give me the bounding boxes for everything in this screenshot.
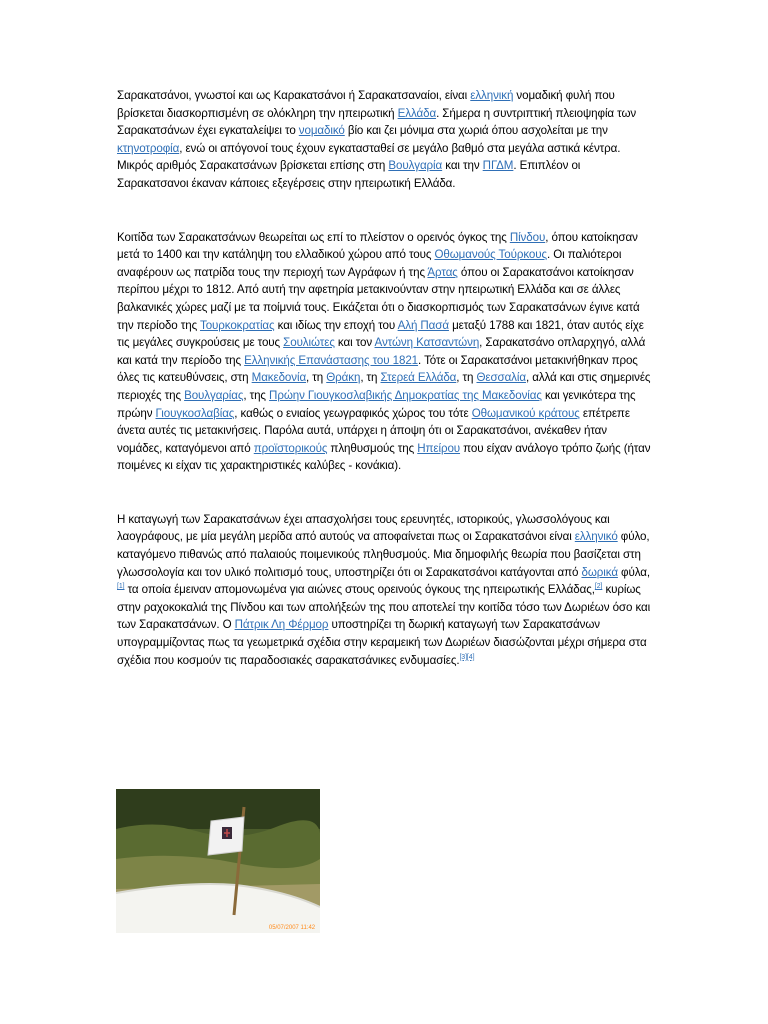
body-text: τα οποία έμειναν απομονωμένα για αιώνες στους ορεινούς όγκους της ηπειρωτικής Ελλάδας, — [124, 583, 595, 597]
wiki-link[interactable]: ελληνικό — [574, 530, 618, 544]
body-text: και την — [442, 159, 483, 173]
wiki-link[interactable]: Οθωμανούς Τούρκους — [434, 248, 547, 262]
wiki-link[interactable]: Ηπείρου — [417, 441, 461, 455]
wiki-link[interactable]: Ελληνικής Επανάστασης του 1821 — [244, 353, 419, 367]
wiki-link[interactable]: προϊστορικούς — [253, 441, 328, 455]
body-text: , καθώς ο ενιαίος γεωγραφικός χώρος του τότε — [234, 406, 472, 420]
wiki-link[interactable]: ΠΓΔΜ — [482, 159, 514, 173]
wiki-link[interactable]: Πάτρικ Λη Φέρμορ — [234, 618, 329, 632]
wiki-link[interactable]: Μακεδονία — [251, 371, 307, 385]
paragraph-2 — [117, 229, 653, 475]
citation-ref[interactable]: [1] — [117, 583, 125, 591]
citation-ref[interactable]: [2] — [594, 583, 603, 591]
body-text: και γενικότερα της πρώην — [117, 388, 636, 420]
body-text: όπου οι Σαρακατσάνοι κατοίκησαν περίπου μέχρι το 1812. Από αυτή την αφετηρία μετακινούνταν στην ηπειρωτική Ελλάδα και σε άλλες βαλκανικές χώρες μαζί με τα ποίμνιά τους. Εικάζεται ότι ο διασκορπισμός των Σαρακατσάνων έγινε κατά την περίοδο της — [117, 265, 640, 332]
body-text: , όπου κατοίκησαν μετά το 1400 και την κατάληψη του ελλαδικού χώρου από τους — [117, 230, 638, 262]
wiki-link[interactable]: Σουλιώτες — [283, 336, 335, 350]
wiki-link[interactable]: Θεσσαλία — [476, 371, 526, 385]
wiki-link[interactable]: δωρικά — [581, 565, 618, 579]
body-text: . Οι παλιότεροι αναφέρουν ως πατρίδα τους την περιοχή των Αγράφων ή της — [117, 248, 622, 279]
body-text: , τη — [306, 371, 327, 385]
body-text: . Σήμερα η συντριπτική πλειοψηφία των Σαρακατσάνων έχει εγκαταλείψει το — [117, 106, 637, 138]
body-text: . Τότε οι Σαρακατσάνοι μετακινήθηκαν προς όλες τις κατευθύνσεις, στη — [117, 353, 638, 385]
body-text: , Σαρακατσάνο οπλαρχηγό, αλλά και κατά την περίοδο της — [117, 336, 646, 367]
body-text: και ιδίως την εποχή του — [274, 318, 398, 332]
body-text: μεταξύ 1788 και 1821, όταν αυτός είχε τις μεγάλες συγκρούσεις με τους — [117, 318, 644, 350]
body-text: επέτρεπε άνετα αυτές τις μετακινήσεις. Παρόλα αυτά, υπάρχει η άποψη ότι οι Σαρακατσάνοι, ανέκαθεν ήταν νομάδες, καταγόμενοι από — [117, 406, 630, 455]
body-text: νομαδική φυλή που βρίσκεται διασκορπισμένη σε ολόκληρη την ηπειρωτική — [117, 89, 615, 120]
wiki-link[interactable]: νομαδικό — [298, 124, 345, 138]
body-text: φύλο, καταγόμενο πιθανώς από παλαιούς ποιμενικούς πληθυσμούς. Μια δημοφιλής θεωρία που βασίζεται στη γλωσσολογία και τον υλικό πολιτισμό τους, υποστηρίζει ότι οι Σαρακατσάνοι κατάγονται από — [117, 530, 650, 579]
wiki-link[interactable]: Στερεά Ελλάδα — [380, 371, 457, 385]
body-text: , αλλά και στις σημερινές περιοχές της — [117, 371, 651, 402]
wiki-link[interactable]: Πρώην Γιουγκοσλαβικής Δημοκρατίας της Μακεδονίας — [269, 388, 542, 402]
citation-ref[interactable]: [3][4] — [459, 653, 475, 661]
wiki-link[interactable]: Πίνδου — [509, 230, 546, 244]
body-text: , τη — [360, 371, 381, 385]
wiki-link[interactable]: Άρτας — [427, 265, 458, 279]
body-text: φύλα, — [617, 565, 650, 579]
body-text: , τη — [456, 371, 477, 385]
wiki-link[interactable]: Οθωμανικού κράτους — [471, 406, 580, 420]
body-text: κυρίως στην ραχοκοκαλιά της Πίνδου και των απολήξεών της που αποτελεί την κοιτίδα τόσο των Δωριέων όσο και των Σαρακατσάνων. Ο — [117, 583, 651, 632]
body-text: βίο και ζει μόνιμα στα χωριά όπου ασχολείται με την — [344, 124, 608, 138]
body-text: υποστηρίζει τη δωρική καταγωγή των Σαρακατσάνων υπογραμμίζοντας πως τα γεωμετρικά σχέδια στην κεραμεική των Δωριέων διασώζονται μέχρι σήμερα στα σχέδια που κοσμούν τις παραδοσιακές σαρακατσάνικες ενδυμασίες. — [117, 618, 647, 667]
body-text: . Επιπλέον οι Σαρακατσανοι έκαναν κάποιες εξεγέρσεις στην ηπειρωτική Ελλάδα. — [117, 159, 581, 190]
wiki-link[interactable]: Αντώνη Κατσαντώνη — [374, 336, 480, 350]
wiki-link[interactable]: Αλή Πασά — [397, 318, 449, 332]
wiki-link[interactable]: κτηνοτροφία — [117, 141, 180, 155]
wiki-link[interactable]: ελληνική — [470, 89, 514, 102]
wiki-link[interactable]: Βουλγαρίας — [184, 388, 244, 402]
wiki-link[interactable]: Βουλγαρία — [388, 159, 443, 173]
wiki-link[interactable]: Ελλάδα — [397, 106, 437, 120]
wiki-link[interactable]: Τουρκοκρατίας — [199, 318, 275, 332]
wiki-link[interactable]: Θράκη — [326, 371, 361, 385]
paragraph-1 — [117, 87, 653, 193]
body-text: Η καταγωγή των Σαρακατσάνων έχει απασχολήσει τους ερευνητές, ιστορικούς, γλωσσολόγους και λαογράφους, με μία μεγάλη μερίδα από αυτούς να αποφαίνεται πως οι Σαρακατσάνοι είναι — [117, 512, 610, 544]
body-text: και τον — [334, 336, 375, 350]
body-text: πληθυσμούς της — [327, 441, 418, 455]
sarakatsani-flag-photo — [116, 789, 320, 933]
wiki-link[interactable]: Γιουγκοσλαβίας — [155, 406, 235, 420]
body-text: , της — [243, 388, 270, 402]
article-body — [117, 87, 653, 681]
paragraph-3 — [117, 511, 653, 669]
body-text: που είχαν ανάλογο τρόπο ζωής (ήταν ποιμένες κι είχαν τις χαρακτηριστικές καλύβες - κονάκια). — [117, 441, 651, 473]
body-text: Σαρακατσάνοι, γνωστοί και ως Καρακατσάνοι ή Σαρακατσαναίοι, είναι — [117, 89, 471, 102]
body-text: Κοιτίδα των Σαρακατσάνων θεωρείται ως επί το πλείστον ο ορεινός όγκος της — [117, 230, 510, 244]
body-text: , ενώ οι απόγονοί τους έχουν εγκατασταθεί σε μεγάλο βαθμό στα μεγάλα αστικά κέντρα. Μικρός αριθμός Σαρακατσάνων βρίσκεται επίσης στη — [117, 141, 621, 173]
photo-timestamp: 05/07/2007 11:42 — [268, 925, 316, 931]
